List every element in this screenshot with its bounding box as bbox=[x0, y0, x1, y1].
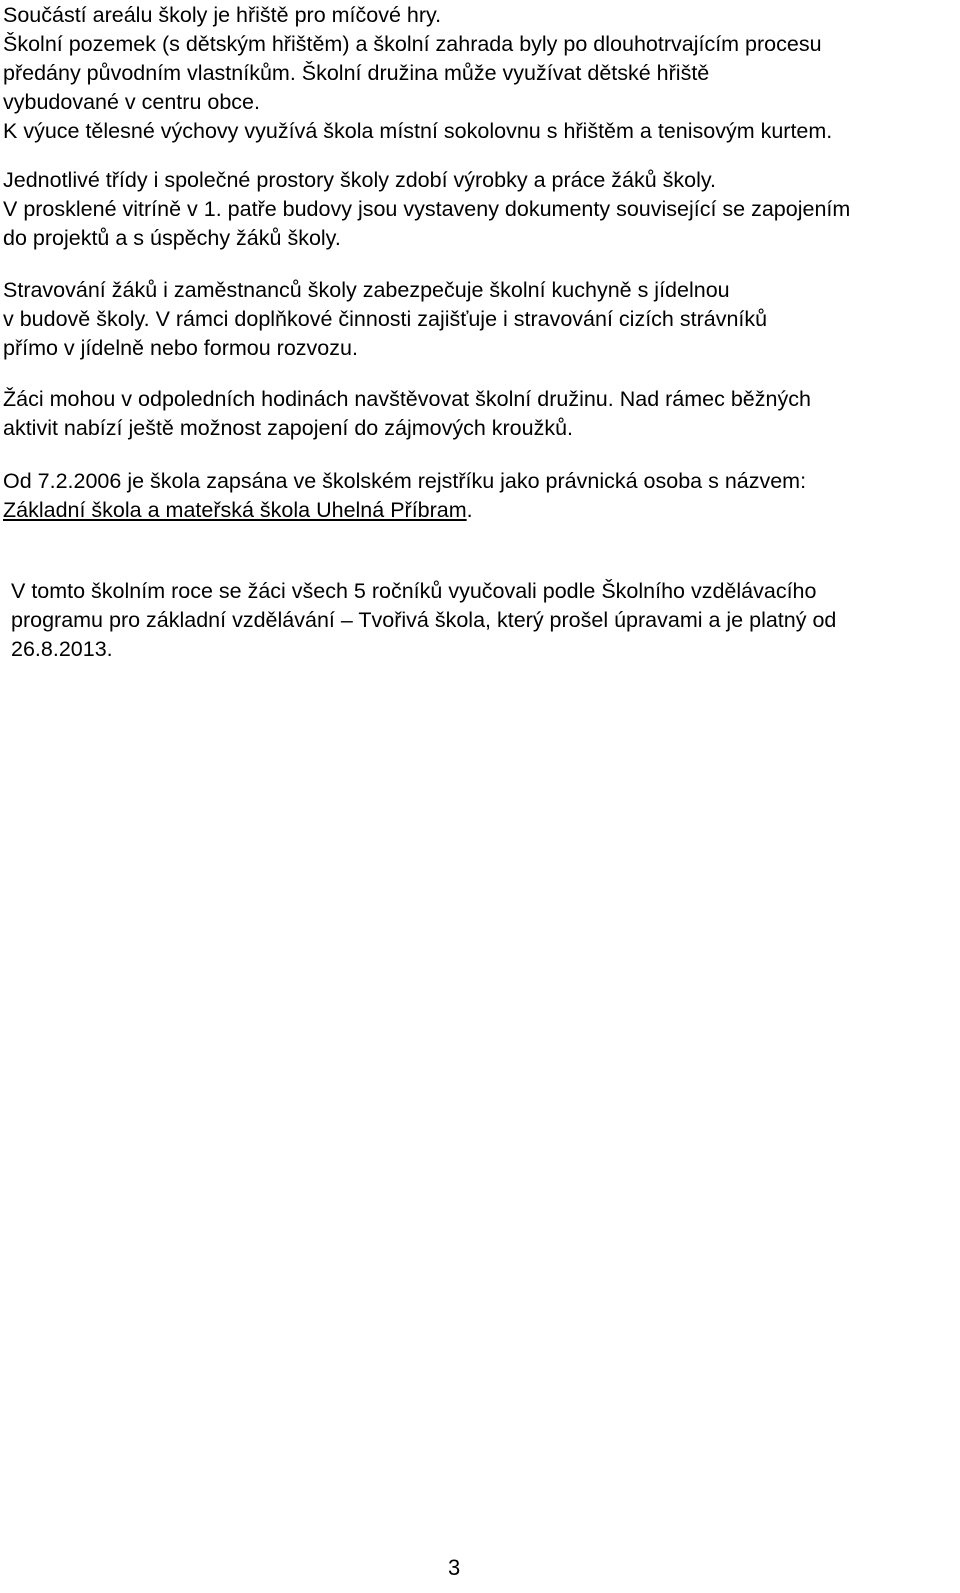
text-line: přímo v jídelně nebo formou rozvozu. bbox=[3, 336, 358, 360]
paragraph-after-school bbox=[3, 385, 948, 443]
text-line: V tomto školním roce se žáci všech 5 ročníků vyučovali podle Školního vzdělávacího bbox=[11, 579, 817, 603]
text-line: předány původním vlastníkům. Školní družina může využívat dětské hřiště bbox=[3, 61, 710, 85]
text-line: Od 7.2.2006 je škola zapsána ve školském rejstříku jako právnická osoba s názvem: bbox=[3, 469, 807, 493]
text-line: V prosklené vitríně v 1. patře budovy jsou vystaveny dokumenty související se zapojením bbox=[3, 197, 851, 221]
text-line: Součástí areálu školy je hřiště pro míčové hry. bbox=[3, 3, 442, 27]
text-line: vybudované v centru obce. bbox=[3, 90, 260, 114]
sentence-end: . bbox=[466, 498, 473, 522]
paragraph-registration bbox=[3, 467, 948, 525]
text-line: Jednotlivé třídy i společné prostory školy zdobí výrobky a práce žáků školy. bbox=[3, 168, 717, 192]
text-line: Stravování žáků i zaměstnanců školy zabezpečuje školní kuchyně s jídelnou bbox=[3, 278, 730, 302]
text-line: Žáci mohou v odpoledních hodinách navštěvovat školní družinu. Nad rámec běžných bbox=[3, 387, 811, 411]
paragraph-catering bbox=[3, 276, 948, 363]
paragraph-decorations bbox=[3, 166, 948, 253]
paragraph-facilities bbox=[3, 1, 948, 146]
text-line: 26.8.2013. bbox=[11, 637, 113, 661]
school-name-line bbox=[3, 496, 948, 525]
text-line: programu pro základní vzdělávání – Tvořivá škola, který prošel úpravami a je platný od bbox=[11, 608, 837, 632]
school-name: Základní škola a mateřská škola Uhelná Příbram bbox=[3, 498, 467, 522]
text-line: aktivit nabízí ještě možnost zapojení do zájmových kroužků. bbox=[3, 416, 574, 440]
page-number: 3 bbox=[448, 1555, 461, 1580]
text-line: Školní pozemek (s dětským hřištěm) a školní zahrada byly po dlouhotrvajícím procesu bbox=[3, 32, 822, 56]
text-line: v budově školy. V rámci doplňkové činnosti zajišťuje i stravování cizích strávníků bbox=[3, 307, 768, 331]
paragraph-curriculum bbox=[11, 577, 956, 664]
text-line: K výuce tělesné výchovy využívá škola místní sokolovnu s hřištěm a tenisovým kurtem. bbox=[3, 119, 833, 143]
text-line: do projektů a s úspěchy žáků školy. bbox=[3, 226, 341, 250]
